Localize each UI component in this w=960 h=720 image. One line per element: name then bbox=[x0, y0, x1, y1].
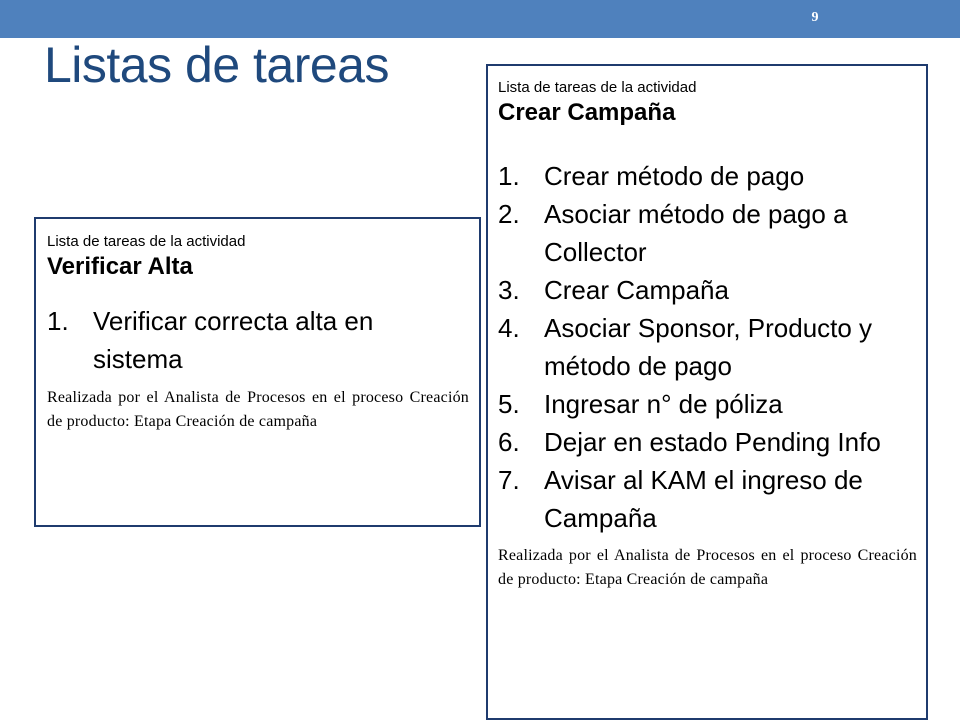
activity-title: Crear Campaña bbox=[498, 99, 676, 126]
task-text: Dejar en estado Pending Info bbox=[544, 427, 881, 457]
box-caption: Lista de tareas de la actividad bbox=[47, 233, 246, 250]
task-number: 2. bbox=[498, 199, 520, 229]
task-number: 1. bbox=[47, 306, 69, 336]
page-number: 9 bbox=[811, 10, 819, 25]
task-list-box-crear-campana bbox=[486, 64, 928, 720]
task-text: Verificar correcta alta en sistema bbox=[93, 306, 374, 374]
activity-note: Realizada por el Analista de Procesos en el proceso Creación de producto: Etapa Creación de campaña bbox=[47, 389, 469, 430]
slide-title: Listas de tareas bbox=[44, 37, 389, 93]
task-list-box-verificar-alta bbox=[34, 217, 481, 527]
task-item bbox=[498, 271, 917, 309]
task-text: Crear Campaña bbox=[544, 275, 729, 305]
task-number: 5. bbox=[498, 389, 520, 419]
task-number: 1. bbox=[498, 161, 520, 191]
task-list bbox=[47, 302, 469, 378]
task-item bbox=[498, 461, 917, 537]
task-item bbox=[498, 385, 917, 423]
task-item bbox=[498, 309, 917, 385]
task-text: Avisar al KAM el ingreso de Campaña bbox=[544, 465, 863, 533]
task-number: 7. bbox=[498, 465, 520, 495]
task-text: Ingresar n° de póliza bbox=[544, 389, 783, 419]
activity-note: Realizada por el Analista de Procesos en el proceso Creación de producto: Etapa Creación de campaña bbox=[498, 547, 917, 588]
task-number: 6. bbox=[498, 427, 520, 457]
task-text: Crear método de pago bbox=[544, 161, 805, 191]
task-list bbox=[498, 157, 917, 537]
activity-title: Verificar Alta bbox=[47, 253, 193, 280]
box-caption: Lista de tareas de la actividad bbox=[498, 79, 697, 96]
task-item bbox=[47, 302, 469, 378]
task-item bbox=[498, 195, 917, 271]
task-text: Asociar Sponsor, Producto y método de pago bbox=[544, 313, 873, 381]
task-number: 4. bbox=[498, 313, 520, 343]
task-item bbox=[498, 423, 917, 461]
header-bar bbox=[0, 0, 960, 38]
task-number: 3. bbox=[498, 275, 520, 305]
task-text: Asociar método de pago a Collector bbox=[544, 199, 848, 267]
task-item bbox=[498, 157, 917, 195]
